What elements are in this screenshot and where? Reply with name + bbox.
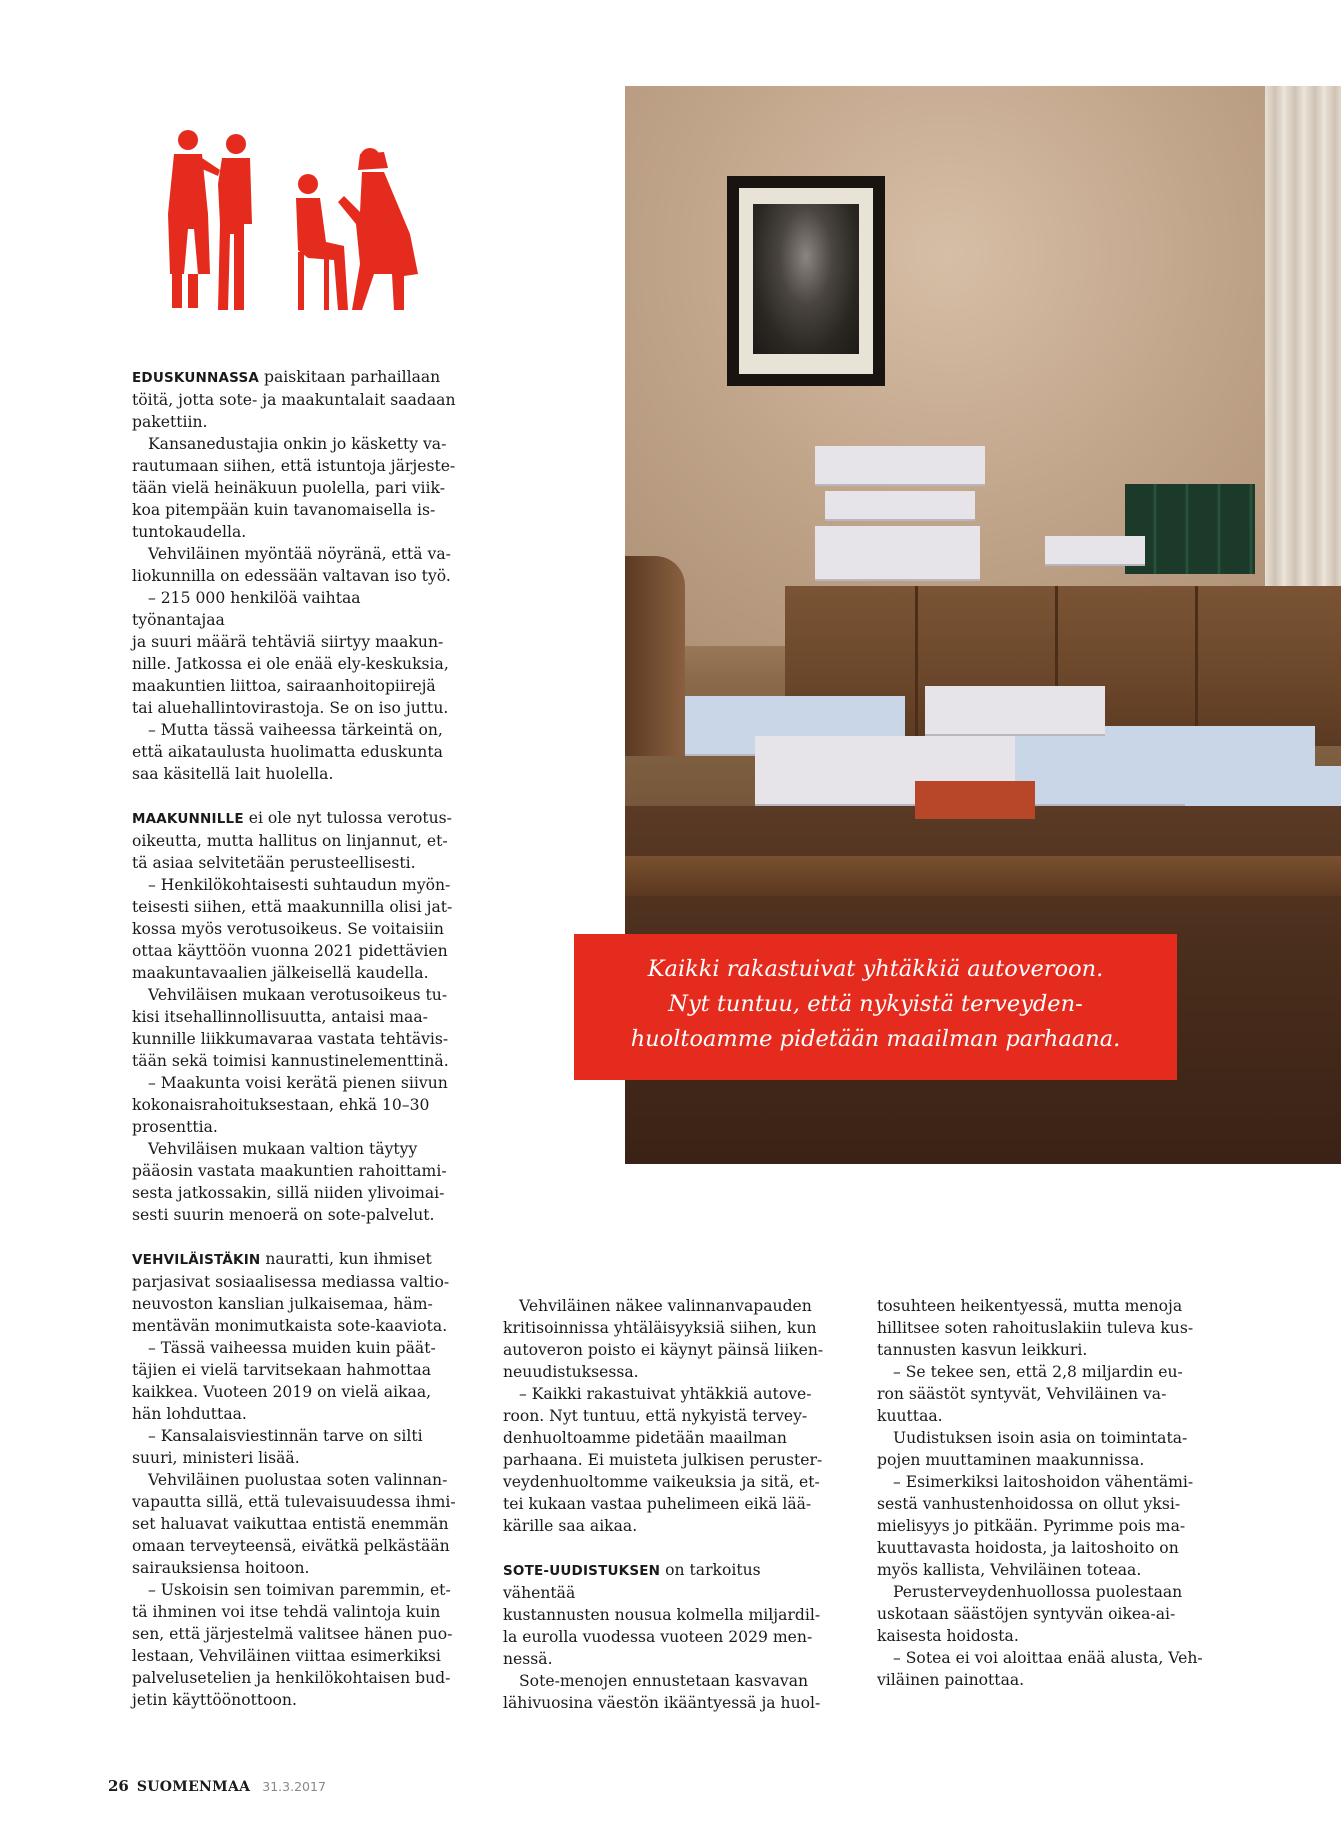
text-line: Vehviläinen puolustaa soten valinnan- bbox=[148, 1471, 448, 1489]
text-line: la eurolla vuodessa vuoteen 2029 men- bbox=[503, 1628, 813, 1646]
paragraph bbox=[877, 1471, 1207, 1581]
text-line: – Kaikki rakastuivat yhtäkkiä autove- bbox=[519, 1385, 812, 1403]
text-line: Perusterveydenhuollossa puolestaan bbox=[893, 1583, 1183, 1601]
text-line: Sote-menojen ennustetaan kasvavan bbox=[519, 1672, 809, 1690]
paragraph bbox=[132, 874, 458, 984]
text-line: omaan terveyteensä, eivätkä pelkästään bbox=[132, 1537, 450, 1555]
paragraph bbox=[877, 1647, 1207, 1691]
paragraph bbox=[132, 719, 458, 785]
text-line: töitä, jotta sote- ja maakuntalait saadaan bbox=[132, 391, 456, 409]
text-line: ottaa käyttöön vuonna 2021 pidettävien bbox=[132, 942, 448, 960]
text-line: tuntokaudella. bbox=[132, 523, 247, 541]
paragraph bbox=[503, 1559, 833, 1670]
text-line: maakuntien liittoa, sairaanhoitopiirejä bbox=[132, 677, 436, 695]
paragraph bbox=[132, 587, 458, 719]
text-line: suuri, ministeri lisää. bbox=[132, 1449, 300, 1467]
paragraph bbox=[877, 1427, 1207, 1471]
text-line: – Uskoisin sen toimivan paremmin, et- bbox=[148, 1581, 451, 1599]
text-line: lestaan, Vehviläinen viittaa esimerkiksi bbox=[132, 1647, 441, 1665]
text-line: neuudistuksessa. bbox=[503, 1363, 639, 1381]
text-line: sen, että järjestelmä valitsee hänen puo- bbox=[132, 1625, 453, 1643]
text-line: – Henkilökohtaisesti suhtaudun myön- bbox=[148, 876, 451, 894]
text-line: autoveron poisto ei käynyt päinsä liiken- bbox=[503, 1341, 824, 1359]
text-line: rautumaan siihen, että istuntoja järjeste- bbox=[132, 457, 456, 475]
text-line: täjien ei vielä tarvitsekaan hahmottaa bbox=[132, 1361, 432, 1379]
text-line: pakettiin. bbox=[132, 413, 208, 431]
article-column-2 bbox=[503, 1295, 833, 1714]
text-line: viläinen painottaa. bbox=[877, 1671, 1025, 1689]
text-line: kuuttavasta hoidosta, ja laitoshoito on bbox=[877, 1539, 1179, 1557]
text-line: mielisyys jo pitkään. Pyrimme pois ma- bbox=[877, 1517, 1186, 1535]
pull-quote bbox=[574, 934, 1177, 1080]
paragraph bbox=[132, 1138, 458, 1226]
text-line: – Kansalaisviestinnän tarve on silti bbox=[148, 1427, 423, 1445]
text-line: kaisesta hoidosta. bbox=[877, 1627, 1019, 1645]
text-line: tai aluehallintovirastoja. Se on iso juttu. bbox=[132, 699, 449, 717]
text-line: tä ihminen voi itse tehdä valintoja kuin bbox=[132, 1603, 441, 1621]
section-keyword: SOTE-UUDISTUKSEN bbox=[503, 1563, 661, 1579]
text-line: – Mutta tässä vaiheessa tärkeintä on, bbox=[148, 721, 443, 739]
section-keyword: MAAKUNNILLE bbox=[132, 811, 244, 827]
text-line: Uudistuksen isoin asia on toimintata- bbox=[893, 1429, 1188, 1447]
text-line: sesta jatkossakin, sillä niiden ylivoimai- bbox=[132, 1184, 445, 1202]
text-line: teisesti siihen, että maakunnilla olisi jat- bbox=[132, 898, 453, 916]
text-line: on tarkoitus vähentää bbox=[503, 1561, 761, 1602]
text-line: veydenhuoltomme vaikeuksia ja sitä, et- bbox=[503, 1473, 820, 1491]
text-line: tään vielä heinäkuun puolella, pari viik- bbox=[132, 479, 445, 497]
text-line: Kansanedustajia onkin jo käsketty va- bbox=[148, 435, 447, 453]
paragraph bbox=[132, 366, 458, 433]
text-line: nille. Jatkossa ei ole enää ely-keskuksia, bbox=[132, 655, 449, 673]
text-line: parhaana. Ei muisteta julkisen peruster- bbox=[503, 1451, 823, 1469]
magazine-name: SUOMENMAA bbox=[136, 1779, 251, 1795]
text-line: ja suuri määrä tehtäviä siirtyy maakun- bbox=[132, 633, 444, 651]
text-line: liokunnilla on edessään valtavan iso työ. bbox=[132, 567, 451, 585]
text-line: että aikataulusta huolimatta eduskunta bbox=[132, 743, 443, 761]
portrait-frame bbox=[727, 176, 885, 386]
pull-quote-line: huoltoamme pidetään maailman parhaana. bbox=[630, 1026, 1121, 1052]
text-line: roon. Nyt tuntuu, että nykyistä tervey- bbox=[503, 1407, 808, 1425]
text-line: kaikkea. Vuoteen 2019 on vielä aikaa, bbox=[132, 1383, 432, 1401]
text-line: kärille saa aikaa. bbox=[503, 1517, 638, 1535]
text-line: kisi itsehallinnollisuutta, antaisi maa- bbox=[132, 1008, 428, 1026]
text-line: hän lohduttaa. bbox=[132, 1405, 247, 1423]
paragraph bbox=[132, 1072, 458, 1138]
paragraph bbox=[132, 433, 458, 543]
text-line: set haluavat vaikuttaa entistä enemmän bbox=[132, 1515, 449, 1533]
text-line: – Esimerkiksi laitoshoidon vähentämi- bbox=[893, 1473, 1194, 1491]
text-line: Vehviläisen mukaan valtion täytyy bbox=[148, 1140, 418, 1158]
page-number: 26 bbox=[108, 1777, 129, 1795]
paragraph bbox=[877, 1581, 1207, 1647]
pull-quote-line: Nyt tuntuu, että nykyistä terveyden- bbox=[668, 991, 1083, 1017]
paragraph bbox=[132, 807, 458, 874]
paragraph bbox=[503, 1295, 833, 1383]
text-line: palvelusetelien ja henkilökohtaisen bud- bbox=[132, 1669, 451, 1687]
text-line: pojen muuttaminen maakunnissa. bbox=[877, 1451, 1145, 1469]
section-keyword: EDUSKUNNASSA bbox=[132, 370, 260, 386]
text-line: – Tässä vaiheessa muiden kuin päät- bbox=[148, 1339, 436, 1357]
text-line: oikeutta, mutta hallitus on linjannut, et- bbox=[132, 832, 448, 850]
paragraph bbox=[132, 1337, 458, 1425]
text-line: lähivuosina väestön ikääntyessä ja huol- bbox=[503, 1694, 821, 1712]
paragraph bbox=[132, 1248, 458, 1337]
text-line: – Maakunta voisi kerätä pienen siivun bbox=[148, 1074, 448, 1092]
text-line: uskotaan säästöjen syntyvän oikea-ai- bbox=[877, 1605, 1176, 1623]
text-line: kritisoinnissa yhtäläisyyksiä siihen, kun bbox=[503, 1319, 817, 1337]
text-line: tosuhteen heikentyessä, mutta menoja bbox=[877, 1297, 1183, 1315]
text-line: – Sotea ei voi aloittaa enää alusta, Veh- bbox=[893, 1649, 1203, 1667]
text-line: sairauksiensa hoitoon. bbox=[132, 1559, 310, 1577]
text-line: tä asiaa selvitetään perusteellisesti. bbox=[132, 854, 416, 872]
text-line: pääosin vastata maakuntien rahoittami- bbox=[132, 1162, 447, 1180]
article-column-3 bbox=[877, 1295, 1207, 1691]
text-line: maakuntavaalien jälkeisellä kaudella. bbox=[132, 964, 429, 982]
paragraph bbox=[132, 984, 458, 1072]
text-line: prosenttia. bbox=[132, 1118, 218, 1136]
text-line: kuuttaa. bbox=[877, 1407, 943, 1425]
text-line: vapautta sillä, että tulevaisuudessa ihmi- bbox=[132, 1493, 456, 1511]
paragraph bbox=[132, 543, 458, 587]
text-line: – 215 000 henkilöä vaihtaa työnantajaa bbox=[132, 589, 361, 629]
text-line: kustannusten nousua kolmella miljardil- bbox=[503, 1606, 821, 1624]
text-line: paiskitaan parhaillaan bbox=[259, 368, 441, 386]
text-line: parjasivat sosiaalisessa mediassa valtio- bbox=[132, 1273, 450, 1291]
text-line: kokonaisrahoituksestaan, ehkä 10–30 bbox=[132, 1096, 430, 1114]
pull-quote-line: Kaikki rakastuivat yhtäkkiä autoveroon. bbox=[647, 956, 1104, 982]
text-line: tei kukaan vastaa puhelimeen eikä lää- bbox=[503, 1495, 812, 1513]
text-line: sesti suurin menoerä on sote-palvelut. bbox=[132, 1206, 435, 1224]
text-line: ron säästöt syntyvät, Vehviläinen va- bbox=[877, 1385, 1167, 1403]
text-line: tannusten kasvun leikkuri. bbox=[877, 1341, 1088, 1359]
text-line: koa pitempään kuin tavanomaisella is- bbox=[132, 501, 436, 519]
text-line: – Se tekee sen, että 2,8 miljardin eu- bbox=[893, 1363, 1183, 1381]
paragraph bbox=[503, 1670, 833, 1714]
medical-staff-silhouette-icon bbox=[148, 124, 448, 324]
text-line: denhuoltoamme pidetään maailman bbox=[503, 1429, 787, 1447]
text-line: tään sekä toimisi kannustinelementtinä. bbox=[132, 1052, 449, 1070]
text-line: mentävän monimutkaista sote-kaaviota. bbox=[132, 1317, 448, 1335]
paragraph bbox=[503, 1383, 833, 1537]
text-line: hillitsee soten rahoituslakiin tuleva kus- bbox=[877, 1319, 1194, 1337]
paragraph bbox=[877, 1361, 1207, 1427]
text-line: Vehviläisen mukaan verotusoikeus tu- bbox=[148, 986, 448, 1004]
paragraph bbox=[132, 1469, 458, 1579]
text-line: neuvoston kanslian julkaisemaa, häm- bbox=[132, 1295, 433, 1313]
text-line: kunnille liikkumavaraa vastata tehtävis- bbox=[132, 1030, 449, 1048]
section-keyword: VEHVILÄISTÄKIN bbox=[132, 1252, 261, 1268]
page-footer bbox=[108, 1777, 326, 1796]
text-line: saa käsitellä lait huolella. bbox=[132, 765, 334, 783]
article-column-1 bbox=[132, 366, 458, 1711]
text-line: kossa myös verotusoikeus. Se voitaisiin bbox=[132, 920, 444, 938]
issue-date: 31.3.2017 bbox=[262, 1779, 326, 1794]
text-line: myös kallista, Vehviläinen toteaa. bbox=[877, 1561, 1142, 1579]
paragraph bbox=[877, 1295, 1207, 1361]
text-line: jetin käyttöönottoon. bbox=[132, 1691, 297, 1709]
text-line: Vehviläinen näkee valinnanvapauden bbox=[519, 1297, 812, 1315]
text-line: nauratti, kun ihmiset bbox=[260, 1250, 432, 1268]
paragraph bbox=[132, 1425, 458, 1469]
text-line: Vehviläinen myöntää nöyränä, että va- bbox=[148, 545, 451, 563]
paragraph bbox=[132, 1579, 458, 1711]
text-line: ei ole nyt tulossa verotus- bbox=[243, 809, 452, 827]
text-line: nessä. bbox=[503, 1650, 553, 1668]
text-line: sestä vanhustenhoidossa on ollut yksi- bbox=[877, 1495, 1181, 1513]
